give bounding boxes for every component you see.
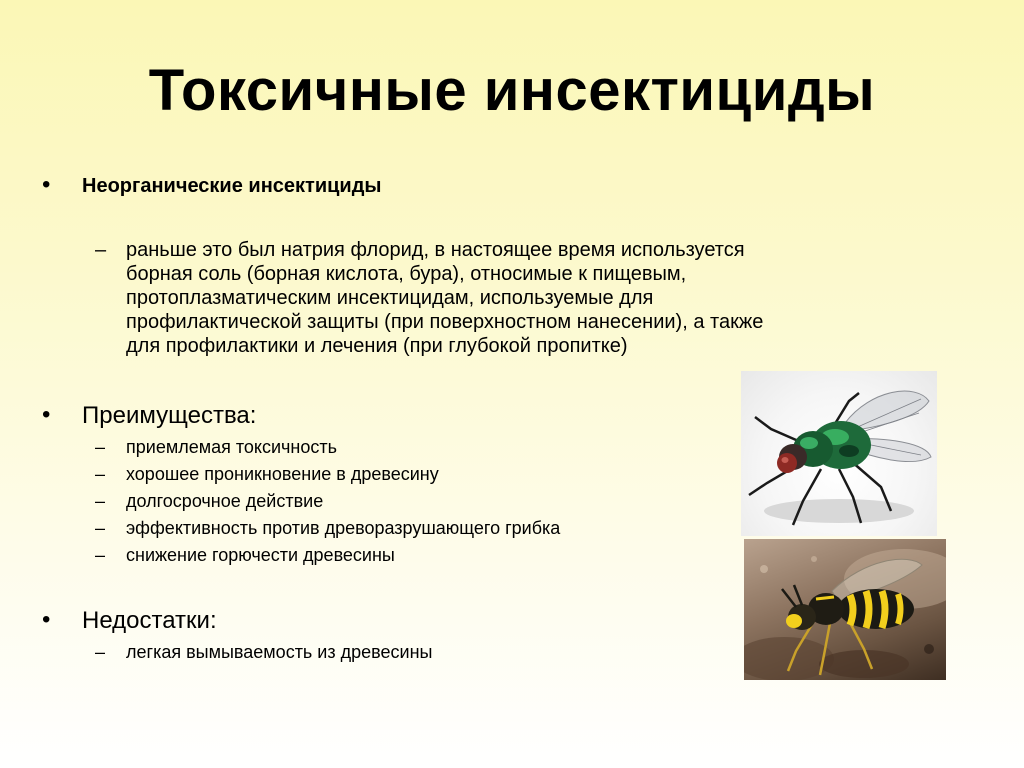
advantage-item: долгосрочное действие [126, 491, 324, 511]
advantage-item: хорошее проникновение в древесину [126, 464, 439, 484]
section-heading-disadvantages: Недостатки: [82, 607, 217, 634]
section-heading-advantages: Преимущества: [82, 402, 257, 429]
disadvantage-item: легкая вымываемость из древесины [126, 642, 433, 662]
bullet-marker: • [42, 606, 51, 633]
section-heading-inorganic: Неорганические инсектициды [82, 175, 382, 197]
dash-marker: – [95, 491, 106, 511]
advantage-item: снижение горючести древесины [126, 545, 395, 565]
wasp-photo [744, 539, 946, 680]
slide-title: Токсичные инсектициды [148, 58, 876, 123]
dash-marker: – [95, 464, 106, 484]
fly-photo [741, 371, 937, 536]
bullet-marker: • [42, 171, 51, 198]
dash-marker: – [95, 518, 106, 538]
section-text-inorganic: раньше это был натрия флорид, в настоящее время используется борная соль (борная кислота, бура), относимые к пищевым, протоплазматическим инсектицидам, используемые для профилактической защиты (при поверхностном нанесении), а также для профилактики и лечения (при глубокой пропитке) [126, 239, 764, 357]
bullet-marker: • [42, 401, 51, 428]
dash-marker: – [95, 642, 106, 662]
dash-marker: – [95, 545, 106, 565]
dash-marker: – [95, 239, 107, 261]
dash-marker: – [95, 437, 106, 457]
advantage-item: эффективность против древоразрушающего грибка [126, 518, 561, 538]
advantage-item: приемлемая токсичность [126, 437, 337, 457]
